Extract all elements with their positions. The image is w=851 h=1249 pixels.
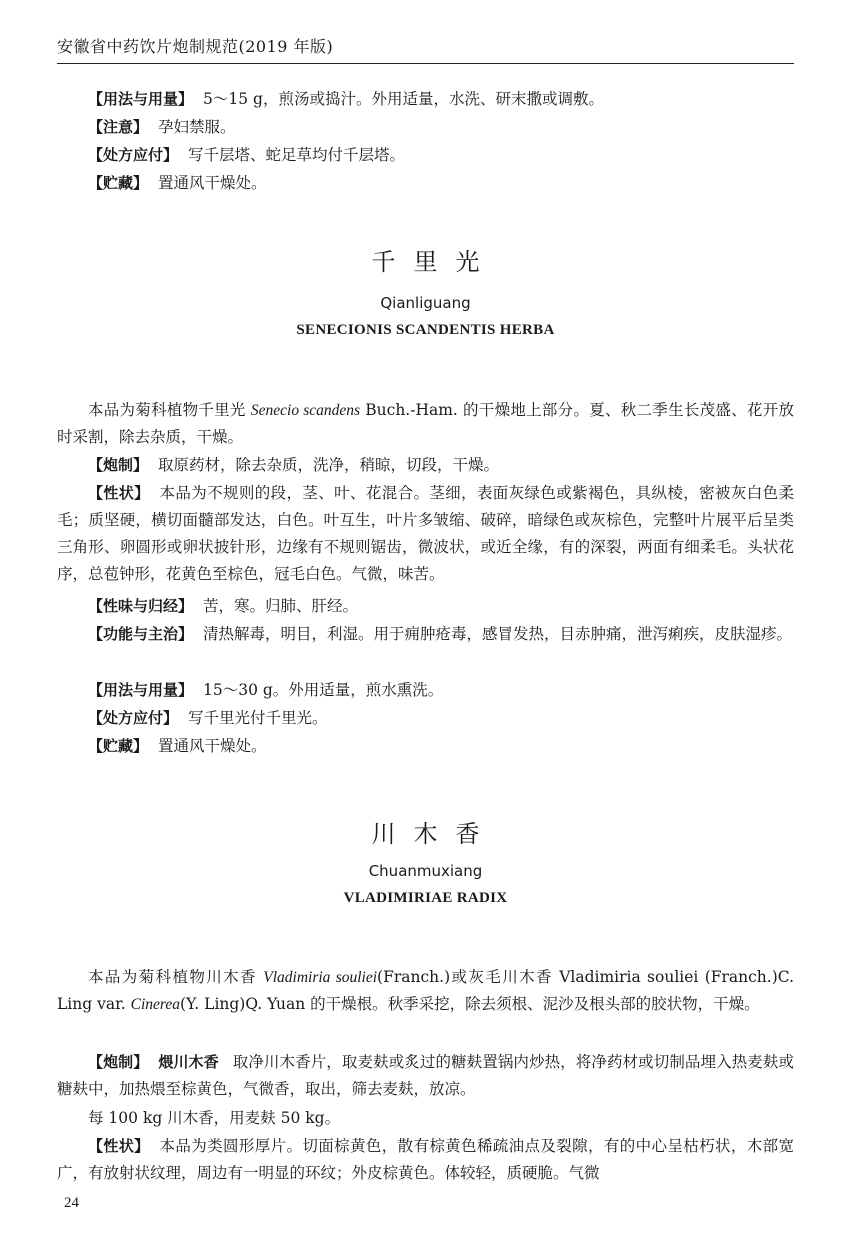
qlg-proc-text: 取原药材，除去杂质，洗净，稍晾，切段，干燥。 — [158, 456, 500, 474]
entry-pinyin-qianliguang: Qianliguang — [380, 294, 471, 312]
cmx-intro-var: Cinerea — [130, 996, 181, 1013]
entry-latin-qianliguang: SENECIONIS SCANDENTIS HERBA — [296, 322, 555, 338]
prev-rx-paragraph — [57, 142, 794, 169]
qlg-storage-text: 置通风干燥处。 — [158, 737, 267, 755]
qlg-rx-tag: 【处方应付】 — [88, 709, 179, 727]
qlg-func-tag: 【功能与主治】 — [88, 625, 194, 643]
entry-title-qianliguang: 千里光 — [371, 248, 498, 276]
cmx-ratio-paragraph: 每 100 kg 川木香，用麦麸 50 kg。 — [88, 1109, 341, 1127]
cmx-proc-paragraph — [57, 1049, 794, 1103]
prev-caution-text: 孕妇禁服。 — [158, 118, 236, 136]
prev-rx-tag: 【处方应付】 — [88, 146, 179, 164]
cmx-intro-c: (Y. Ling)Q. Yuan 的干燥根。秋季采挖，除去须根、泥沙及根头部的胶状物，干燥。 — [180, 995, 760, 1013]
qlg-intro-a: 本品为菊科植物千里光 — [88, 401, 251, 419]
qlg-char-text: 本品为不规则的段，茎、叶、花混合。茎细，表面灰绿色或紫褐色，具纵棱，密被灰白色柔毛；质坚硬，横切面髓部发达，白色。叶互生，叶片多皱缩、破碎，暗绿色或灰棕色，完整叶片展平后呈类三角形、卵圆形或卵状披针形，边缘有不规则锯齿，微波状，或近全缘，有的深裂，两面有细柔毛。头状花序，总苞钟形，花黄色至棕色，冠毛白色。气微，味苦。 — [57, 484, 794, 583]
prev-usage-text: 5～15 g，煎汤或捣汁。外用适量，水洗、研末撒或调敷。 — [203, 90, 604, 108]
cmx-intro-species: Vladimiria souliei — [263, 969, 378, 986]
page-number: 24 — [64, 1195, 79, 1211]
qlg-char-tag: 【性状】 — [88, 484, 150, 502]
entry-pinyin-chuanmuxiang: Chuanmuxiang — [368, 862, 483, 880]
cmx-intro-paragraph — [57, 964, 794, 1018]
qlg-intro-species: Senecio scandens — [250, 402, 361, 419]
header-rule — [57, 63, 794, 64]
qlg-func-paragraph — [57, 621, 794, 648]
prev-usage-tag: 【用法与用量】 — [88, 90, 194, 108]
prev-storage-tag: 【贮藏】 — [88, 174, 149, 192]
qlg-rx-text: 写千里光付千里光。 — [188, 709, 328, 727]
qlg-intro-paragraph — [57, 397, 794, 451]
qlg-taste-text: 苦，寒。归肺、肝经。 — [203, 597, 359, 615]
qlg-intro-b: Buch.-Ham. 的干燥地上部分。夏、秋二季生长茂盛、花开放时采割，除去杂质，干燥。 — [57, 401, 794, 446]
qlg-func-text: 清热解毒，明目，利湿。用于痈肿疮毒，感冒发热，目赤肿痛，泄泻痢疾，皮肤湿疹。 — [203, 625, 793, 643]
cmx-proc-tag: 【炮制】 — [88, 1053, 149, 1071]
qlg-taste-tag: 【性味与归经】 — [88, 597, 194, 615]
qlg-usage-paragraph — [57, 677, 794, 704]
qlg-storage-paragraph — [57, 733, 794, 760]
qlg-usage-text: 15～30 g。外用适量，煎水熏洗。 — [203, 681, 444, 699]
entry-title-chuanmuxiang: 川木香 — [371, 820, 498, 848]
prev-caution-paragraph — [57, 114, 794, 141]
qlg-taste-paragraph — [57, 593, 794, 620]
qlg-storage-tag: 【贮藏】 — [88, 737, 149, 755]
prev-usage-paragraph — [57, 86, 794, 113]
prev-caution-tag: 【注意】 — [88, 118, 149, 136]
cmx-char-text: 本品为类圆形厚片。切面棕黄色，散有棕黄色稀疏油点及裂隙，有的中心呈枯朽状，木部宽广，有放射状纹理，周边有一明显的环纹；外皮棕黄色。体较轻，质硬脆。气微 — [57, 1137, 794, 1182]
running-header: 安徽省中药饮片炮制规范(2019 年版) — [57, 37, 334, 56]
cmx-char-tag: 【性状】 — [88, 1137, 150, 1155]
prev-rx-text: 写千层塔、蛇足草均付千层塔。 — [188, 146, 406, 164]
cmx-intro-b: (Franch.)或灰毛川木香 Vladimiria souliei (Franch.)C. Ling var. — [57, 968, 794, 1013]
qlg-rx-paragraph — [57, 705, 794, 732]
qlg-proc-paragraph — [57, 452, 794, 479]
qlg-usage-tag: 【用法与用量】 — [88, 681, 194, 699]
prev-storage-paragraph — [57, 170, 794, 197]
prev-storage-text: 置通风干燥处。 — [158, 174, 267, 192]
cmx-proc-subtitle: 煨川木香 — [158, 1053, 219, 1071]
qlg-char-paragraph — [57, 480, 794, 588]
cmx-char-paragraph — [57, 1133, 794, 1187]
qlg-proc-tag: 【炮制】 — [88, 456, 149, 474]
cmx-intro-a: 本品为菊科植物川木香 — [88, 968, 264, 986]
cmx-proc-text: 取净川木香片，取麦麸或炙过的糖麸置锅内炒热，将净药材或切制品埋入热麦麸或糖麸中，加热煨至棕黄色，气微香，取出，筛去麦麸，放凉。 — [57, 1053, 794, 1098]
entry-latin-chuanmuxiang: VLADIMIRIAE RADIX — [343, 890, 508, 906]
